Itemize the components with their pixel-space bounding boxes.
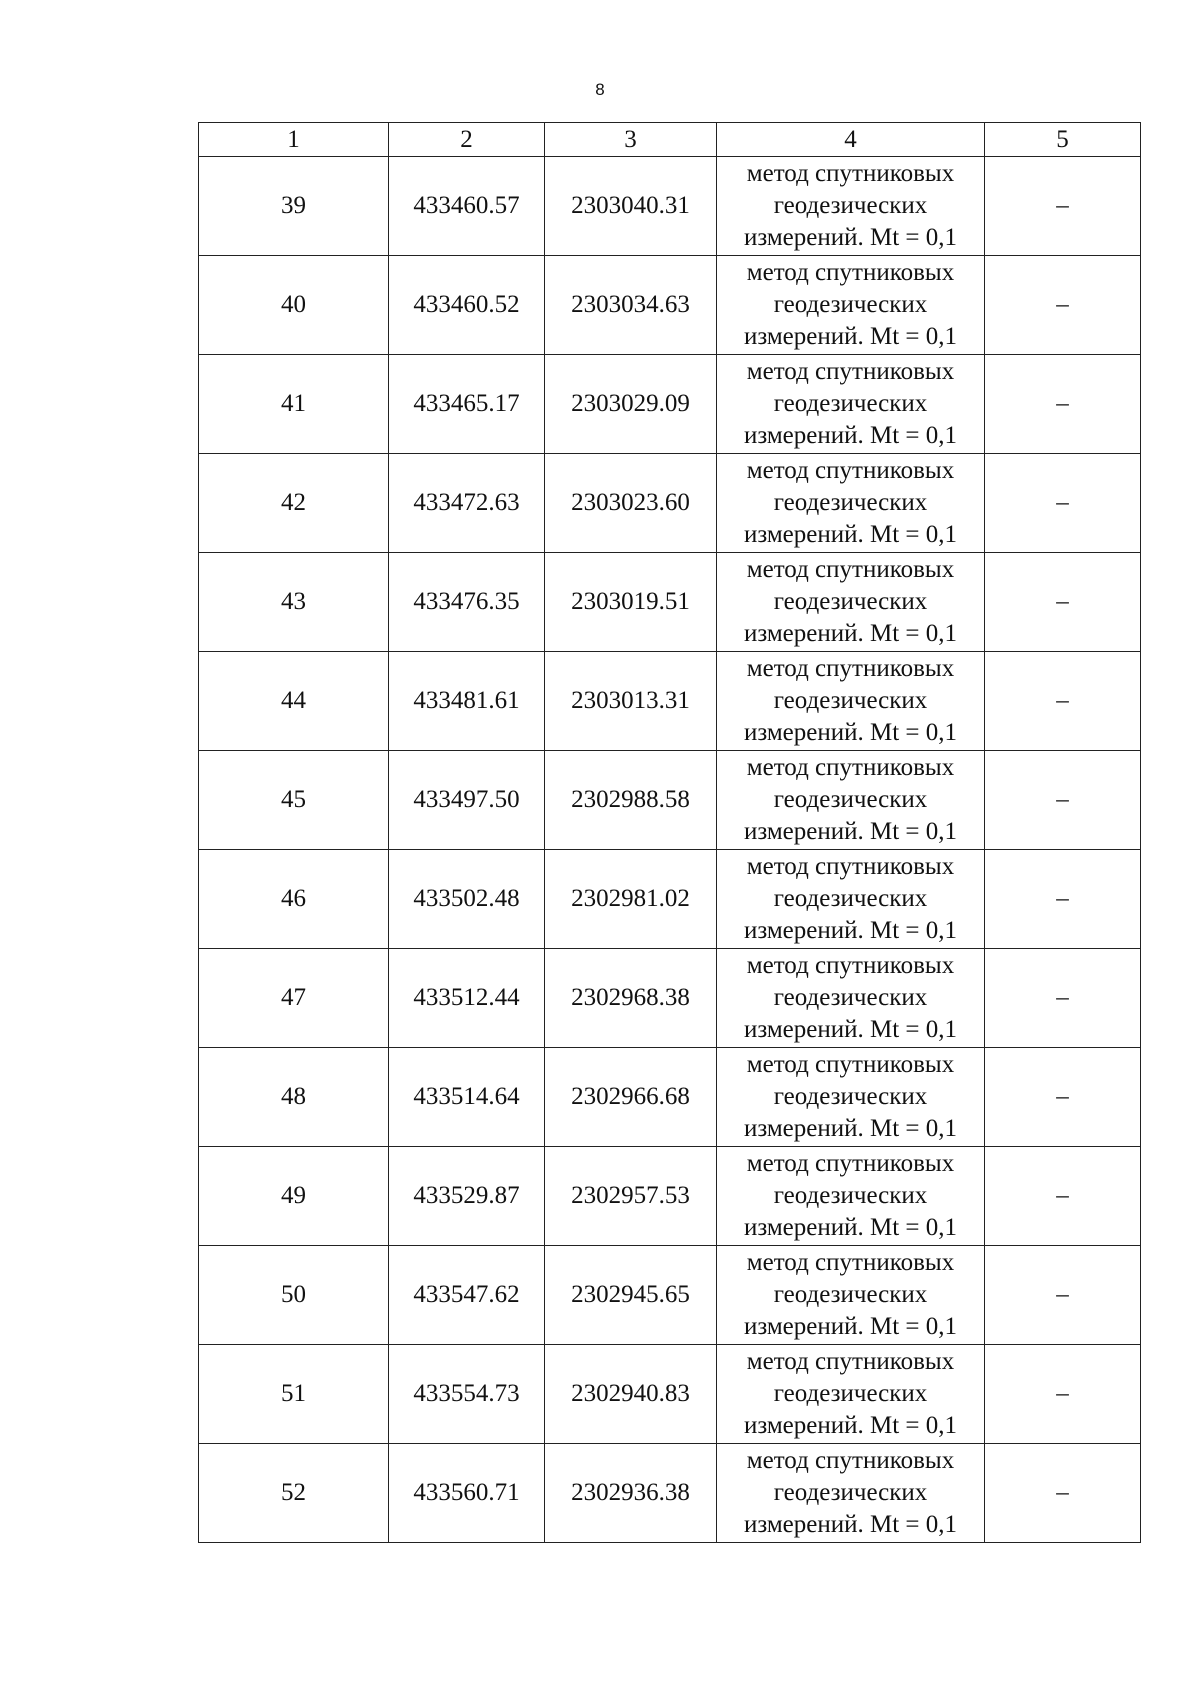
note-cell: – [985, 1444, 1141, 1543]
point-number-cell: 43 [199, 553, 389, 652]
method-cell [717, 652, 985, 751]
point-number-cell: 52 [199, 1444, 389, 1543]
table-row [199, 949, 1141, 1048]
point-number-cell: 39 [199, 157, 389, 256]
x-coordinate-cell: 433554.73 [389, 1345, 545, 1444]
x-coordinate-cell: 433460.52 [389, 256, 545, 355]
method-cell [717, 850, 985, 949]
method-text: метод спутниковых геодезических измерений. Mt = 0,1 [743, 853, 958, 944]
x-coordinate-cell: 433465.17 [389, 355, 545, 454]
table-body [199, 157, 1141, 1543]
method-text: метод спутниковых геодезических измерений. Mt = 0,1 [743, 1249, 958, 1340]
note-cell: – [985, 1048, 1141, 1147]
x-coordinate-cell: 433514.64 [389, 1048, 545, 1147]
x-coordinate-cell: 433460.57 [389, 157, 545, 256]
y-coordinate-cell: 2303019.51 [545, 553, 717, 652]
note-cell: – [985, 1147, 1141, 1246]
table-row [199, 652, 1141, 751]
note-cell: – [985, 652, 1141, 751]
header-col-2: 2 [389, 123, 545, 157]
method-cell [717, 1246, 985, 1345]
method-cell [717, 1444, 985, 1543]
note-cell: – [985, 553, 1141, 652]
x-coordinate-cell: 433481.61 [389, 652, 545, 751]
method-text: метод спутниковых геодезических измерений. Mt = 0,1 [743, 259, 958, 350]
table-row [199, 1246, 1141, 1345]
x-coordinate-cell: 433502.48 [389, 850, 545, 949]
x-coordinate-cell: 433497.50 [389, 751, 545, 850]
method-cell [717, 1048, 985, 1147]
header-row [199, 123, 1141, 157]
method-cell [717, 751, 985, 850]
y-coordinate-cell: 2303013.31 [545, 652, 717, 751]
x-coordinate-cell: 433560.71 [389, 1444, 545, 1543]
y-coordinate-cell: 2303034.63 [545, 256, 717, 355]
point-number-cell: 47 [199, 949, 389, 1048]
note-cell: – [985, 949, 1141, 1048]
y-coordinate-cell: 2302940.83 [545, 1345, 717, 1444]
method-text: метод спутниковых геодезических измерений. Mt = 0,1 [743, 358, 958, 449]
point-number-cell: 40 [199, 256, 389, 355]
table-header [199, 123, 1141, 157]
header-col-1: 1 [199, 123, 389, 157]
method-text: метод спутниковых геодезических измерений. Mt = 0,1 [743, 1150, 958, 1241]
point-number-cell: 41 [199, 355, 389, 454]
note-cell: – [985, 850, 1141, 949]
point-number-cell: 45 [199, 751, 389, 850]
method-text: метод спутниковых геодезических измерений. Mt = 0,1 [743, 952, 958, 1043]
point-number-cell: 51 [199, 1345, 389, 1444]
method-cell [717, 553, 985, 652]
x-coordinate-cell: 433512.44 [389, 949, 545, 1048]
y-coordinate-cell: 2303023.60 [545, 454, 717, 553]
table-row [199, 157, 1141, 256]
point-number-cell: 44 [199, 652, 389, 751]
method-text: метод спутниковых геодезических измерений. Mt = 0,1 [743, 754, 958, 845]
note-cell: – [985, 256, 1141, 355]
point-number-cell: 46 [199, 850, 389, 949]
table-row [199, 1444, 1141, 1543]
method-cell [717, 454, 985, 553]
y-coordinate-cell: 2302988.58 [545, 751, 717, 850]
y-coordinate-cell: 2302968.38 [545, 949, 717, 1048]
x-coordinate-cell: 433529.87 [389, 1147, 545, 1246]
y-coordinate-cell: 2303029.09 [545, 355, 717, 454]
x-coordinate-cell: 433472.63 [389, 454, 545, 553]
header-col-4: 4 [717, 123, 985, 157]
y-coordinate-cell: 2303040.31 [545, 157, 717, 256]
point-number-cell: 48 [199, 1048, 389, 1147]
y-coordinate-cell: 2302981.02 [545, 850, 717, 949]
method-text: метод спутниковых геодезических измерений. Mt = 0,1 [743, 1447, 958, 1538]
header-col-5: 5 [985, 123, 1141, 157]
method-text: метод спутниковых геодезических измерений. Mt = 0,1 [743, 457, 958, 548]
note-cell: – [985, 1246, 1141, 1345]
method-text: метод спутниковых геодезических измерений. Mt = 0,1 [743, 655, 958, 746]
table-row [199, 850, 1141, 949]
method-cell [717, 355, 985, 454]
table-row [199, 1345, 1141, 1444]
table-row [199, 355, 1141, 454]
coordinates-table [198, 122, 1141, 1543]
method-text: метод спутниковых геодезических измерений. Mt = 0,1 [743, 1348, 958, 1439]
y-coordinate-cell: 2302936.38 [545, 1444, 717, 1543]
x-coordinate-cell: 433547.62 [389, 1246, 545, 1345]
method-cell [717, 1345, 985, 1444]
table-row [199, 256, 1141, 355]
point-number-cell: 42 [199, 454, 389, 553]
y-coordinate-cell: 2302966.68 [545, 1048, 717, 1147]
note-cell: – [985, 355, 1141, 454]
table-row [199, 553, 1141, 652]
y-coordinate-cell: 2302957.53 [545, 1147, 717, 1246]
page-number: 8 [595, 80, 605, 99]
y-coordinate-cell: 2302945.65 [545, 1246, 717, 1345]
method-cell [717, 256, 985, 355]
note-cell: – [985, 751, 1141, 850]
table-row [199, 1048, 1141, 1147]
method-cell [717, 157, 985, 256]
note-cell: – [985, 157, 1141, 256]
method-text: метод спутниковых геодезических измерений. Mt = 0,1 [743, 556, 958, 647]
point-number-cell: 49 [199, 1147, 389, 1246]
note-cell: – [985, 1345, 1141, 1444]
method-text: метод спутниковых геодезических измерений. Mt = 0,1 [743, 1051, 958, 1142]
note-cell: – [985, 454, 1141, 553]
table-row [199, 751, 1141, 850]
x-coordinate-cell: 433476.35 [389, 553, 545, 652]
method-cell [717, 1147, 985, 1246]
method-cell [717, 949, 985, 1048]
point-number-cell: 50 [199, 1246, 389, 1345]
table-row [199, 454, 1141, 553]
header-col-3: 3 [545, 123, 717, 157]
method-text: метод спутниковых геодезических измерений. Mt = 0,1 [743, 160, 958, 251]
table-row [199, 1147, 1141, 1246]
